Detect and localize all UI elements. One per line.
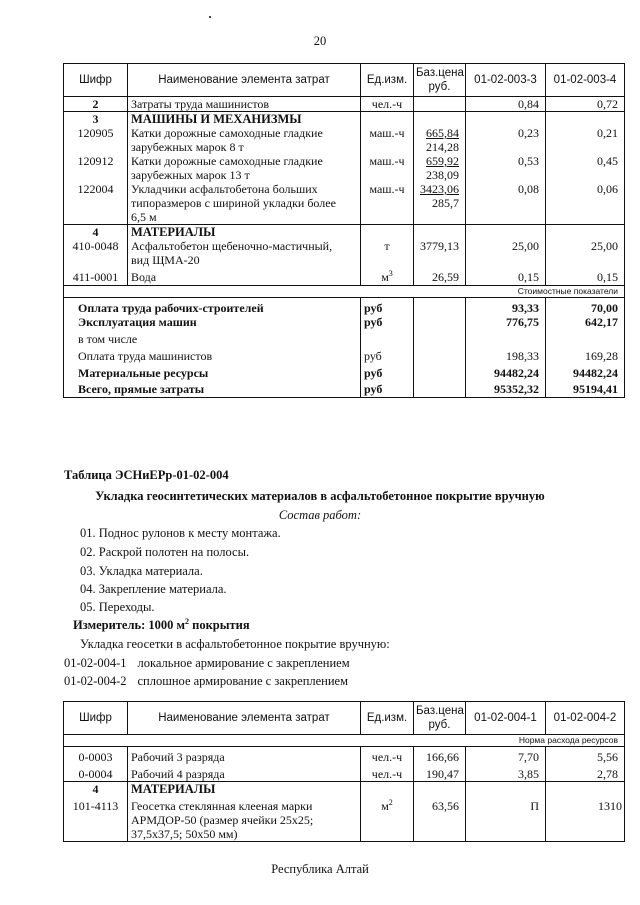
table-row: 411-0001 Вода $м^3$ 26,59 0,15 0,15 xyxy=(64,267,625,285)
table-row: 2 Затраты труда машинистов чел.-ч 0,84 0,72 xyxy=(64,97,625,112)
totals-row: Эксплуатация машин руб 776,75 642,17 xyxy=(64,315,625,329)
resource-table-2 xyxy=(63,701,625,842)
page-number: 20 xyxy=(313,34,327,48)
totals-row: Оплата труда рабочих-строителей руб 93,33 70,00 xyxy=(64,297,625,315)
col-header-price: Баз.цена руб. xyxy=(414,64,466,97)
col-header-name: Наименование элемента затрат xyxy=(128,64,361,97)
composition-title: Состав работ: xyxy=(278,508,362,522)
variant-line: 01-02-004-1 локальное армирование с закреплением xyxy=(64,656,350,670)
table-row: 0-0003 Рабочий 3 разряда чел.-ч 166,66 7,70 5,56 xyxy=(64,747,625,765)
work-step: 05. Переходы. xyxy=(80,600,155,614)
page-footer: Республика Алтай xyxy=(271,862,369,876)
subheader-row: Стоимостные показатели xyxy=(64,285,625,297)
table-row: 120905 Катки дорожные самоходные гладкие зарубежных марок 8 т маш.-ч 665,84 214,28 0,23 0,21 xyxy=(64,126,625,154)
table-row: 410-0048 Асфальтобетон щебеночно-мастичный, вид ЩМА-20 т 3779,13 25,00 25,00 xyxy=(64,239,625,267)
variant-line: 01-02-004-2 сплошное армирование с закреплением xyxy=(64,674,349,688)
col-header-norm-1: 01-02-003-3 xyxy=(466,64,546,97)
section-heading: Укладка геосинтетических материалов в асфальтобетонное покрытие вручную xyxy=(95,489,545,503)
table-row: 101-4113 Геосетка стеклянная клееная марки АРМДОР-50 (размер ячейки 25х25; 37,5х37,5; 50х50 мм) $м^2$ 63,56 П 1310 xyxy=(64,796,625,842)
table-row: 122004 Укладчики асфальтобетона больших типоразмеров с шириной укладки более 6,5 м маш.-ч 3423,06 285,7 0,08 0,06 xyxy=(64,182,625,225)
col-header-name: Наименование элемента затрат xyxy=(128,702,361,735)
section-row: 4 МАТЕРИАЛЫ xyxy=(64,782,625,797)
totals-row: Материальные ресурсы руб 94482,24 94482,24 xyxy=(64,363,625,380)
measure-unit: Измеритель: 1000 $м^2$ покрытия xyxy=(73,616,250,632)
section-row: 4 МАТЕРИАЛЫ xyxy=(64,225,625,240)
work-step: 01. Поднос рулонов к месту монтажа. xyxy=(80,526,281,540)
totals-row: Оплата труда машинистов руб 198,33 169,28 xyxy=(64,346,625,363)
work-step: 03. Укладка материала. xyxy=(80,564,203,578)
subheader-row: Норма расхода ресурсов xyxy=(64,735,625,747)
table-title: Таблица ЭСНиЕРр-01-02-004 xyxy=(64,468,229,482)
resource-table-1 xyxy=(63,63,625,398)
col-header-price: Баз.цена руб. xyxy=(414,702,466,735)
work-step: 04. Закрепление материала. xyxy=(80,582,227,596)
table-row: 0-0004 Рабочий 4 разряда чел.-ч 190,47 3,85 2,78 xyxy=(64,765,625,782)
table-row: 120912 Катки дорожные самоходные гладкие зарубежных марок 13 т маш.-ч 659,92 238,09 0,53 0,45 xyxy=(64,154,625,182)
col-header-unit: Ед.изм. xyxy=(361,702,414,735)
col-header-norm-2: 01-02-003-4 xyxy=(546,64,625,97)
totals-row: в том числе xyxy=(64,329,625,346)
col-header-norm-2: 01-02-004-2 xyxy=(546,702,625,735)
section-row: 3 МАШИНЫ И МЕХАНИЗМЫ xyxy=(64,112,625,127)
col-header-code: Шифр xyxy=(64,64,128,97)
col-header-code: Шифр xyxy=(64,702,128,735)
work-description: Укладка геосетки в асфальтобетонное покрытие вручную: xyxy=(80,637,390,651)
totals-row: Всего, прямые затраты руб 95352,32 95194,41 xyxy=(64,380,625,397)
scan-speck xyxy=(209,16,211,18)
work-step: 02. Раскрой полотен на полосы. xyxy=(80,545,250,559)
col-header-unit: Ед.изм. xyxy=(361,64,414,97)
col-header-norm-1: 01-02-004-1 xyxy=(466,702,546,735)
